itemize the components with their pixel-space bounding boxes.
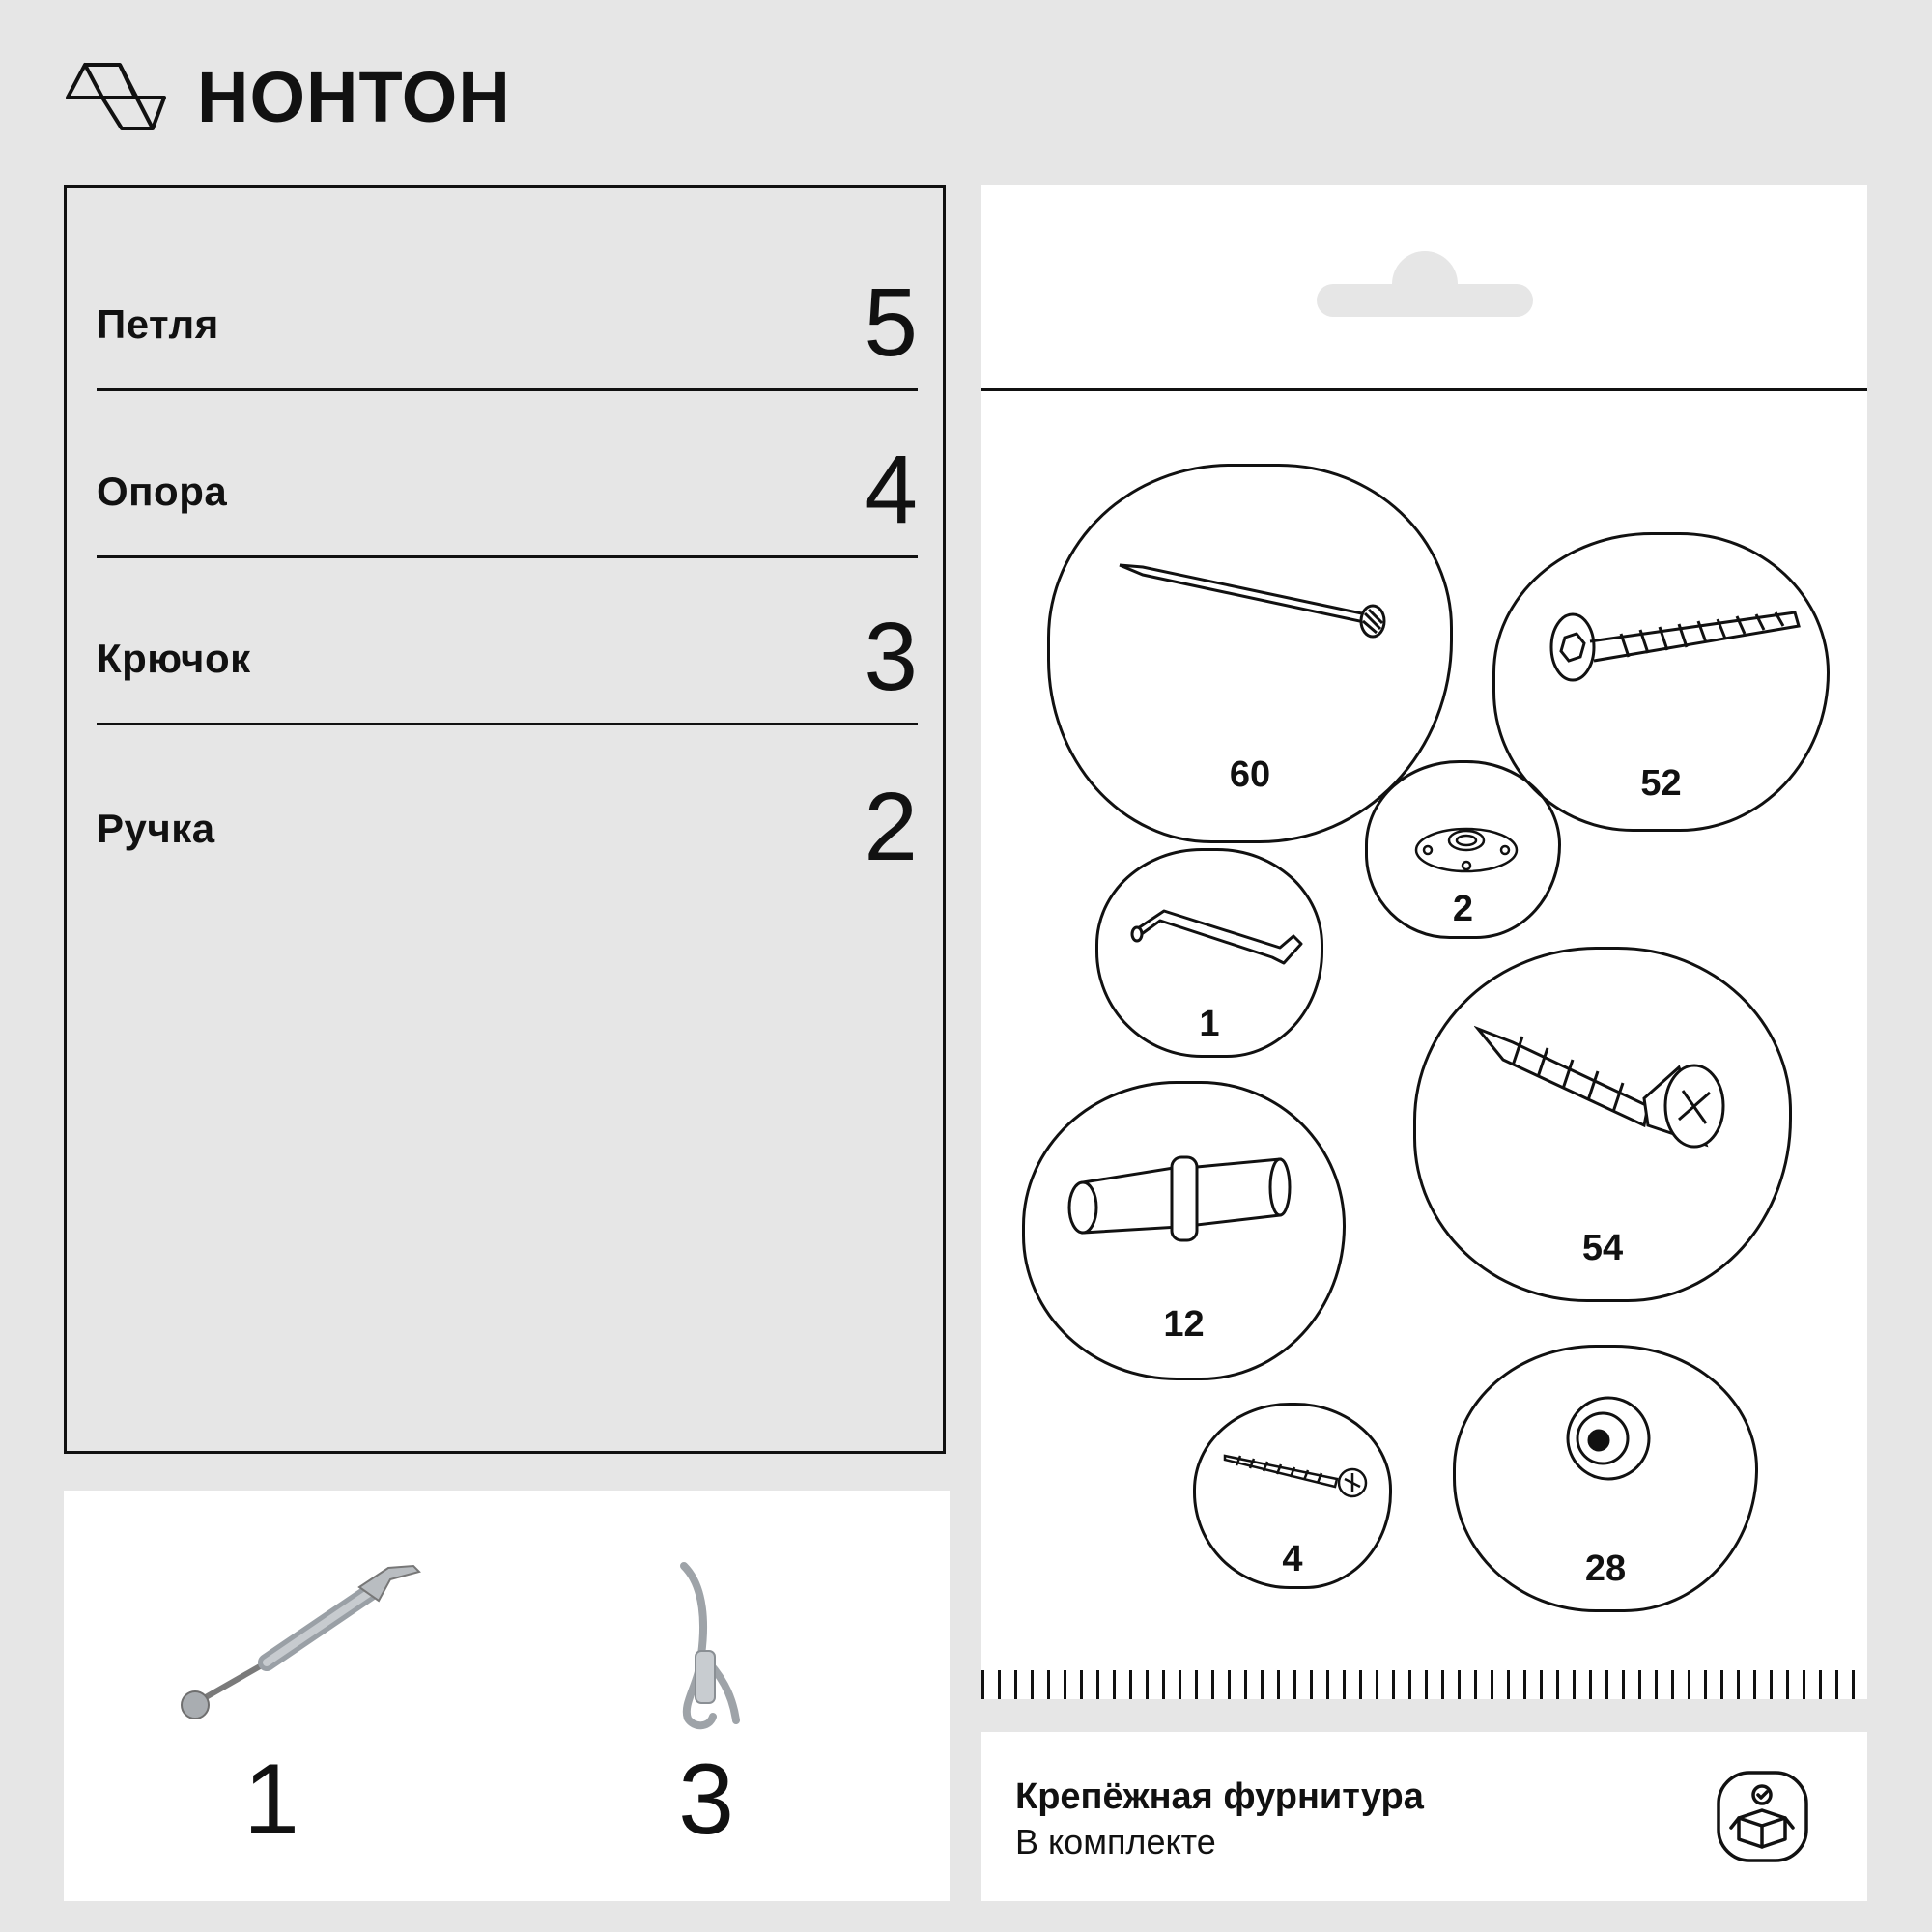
product-qty: 3 (678, 1744, 734, 1856)
coat-hook-icon (663, 1558, 759, 1742)
hardware-qty: 28 (1584, 1548, 1627, 1589)
hardware-qty: 4 (1282, 1539, 1303, 1579)
hardware-bag (981, 185, 1867, 1699)
bag-perforation (981, 1670, 1867, 1699)
phillips-screw-icon (1474, 1009, 1735, 1154)
product-qty: 1 (243, 1744, 299, 1856)
count-row (97, 558, 918, 725)
info-subtitle: В комплекте (1015, 1822, 1216, 1861)
count-label: Опора (97, 469, 228, 514)
count-row (97, 391, 918, 558)
count-value: 4 (864, 436, 918, 544)
bag-seal-line (981, 388, 1867, 391)
hardware-qty: 54 (1581, 1228, 1624, 1268)
info-title: Крепёжная фурнитура (1015, 1776, 1424, 1817)
hardware-item (1413, 947, 1792, 1302)
gas-spring-icon (160, 1558, 431, 1742)
hardware-qty: 60 (1229, 754, 1271, 795)
zigzag-ribbon-logo-icon (64, 59, 168, 136)
info-bar (981, 1732, 1867, 1901)
count-value: 2 (864, 773, 918, 881)
shelf-pin-icon (1064, 1144, 1305, 1250)
product-coat-hook (498, 1491, 914, 1901)
hardware-item (1193, 1403, 1392, 1589)
product-gas-lift (64, 1491, 479, 1901)
flange-plate-icon (1408, 804, 1524, 881)
hardware-item (1492, 532, 1830, 832)
hex-key-icon (1122, 892, 1305, 979)
counts-panel (64, 185, 946, 1454)
hanger-slot-icon (1317, 249, 1533, 317)
box-check-icon (1716, 1770, 1809, 1863)
brand-name: НОНТОН (197, 57, 511, 137)
count-value: 3 (864, 603, 918, 711)
hardware-item (1365, 760, 1561, 939)
hardware-item (1453, 1345, 1758, 1612)
nail-icon (1118, 554, 1398, 650)
hardware-qty: 2 (1452, 889, 1474, 929)
small-screw-icon (1221, 1440, 1376, 1498)
count-label: Ручка (97, 806, 215, 851)
count-value: 5 (864, 269, 918, 377)
count-label: Крючок (97, 636, 251, 681)
hardware-qty: 1 (1199, 1004, 1220, 1044)
count-row (97, 725, 918, 893)
hardware-item (1095, 848, 1323, 1058)
brand-header (64, 56, 566, 139)
hardware-item (1022, 1081, 1346, 1380)
count-row (97, 224, 918, 391)
count-label: Петля (97, 301, 219, 347)
hardware-qty: 12 (1163, 1304, 1205, 1345)
hardware-qty: 52 (1640, 763, 1682, 804)
confirmat-screw-icon (1534, 593, 1804, 699)
cap-cover-icon (1560, 1388, 1657, 1485)
products-panel (64, 1491, 950, 1901)
